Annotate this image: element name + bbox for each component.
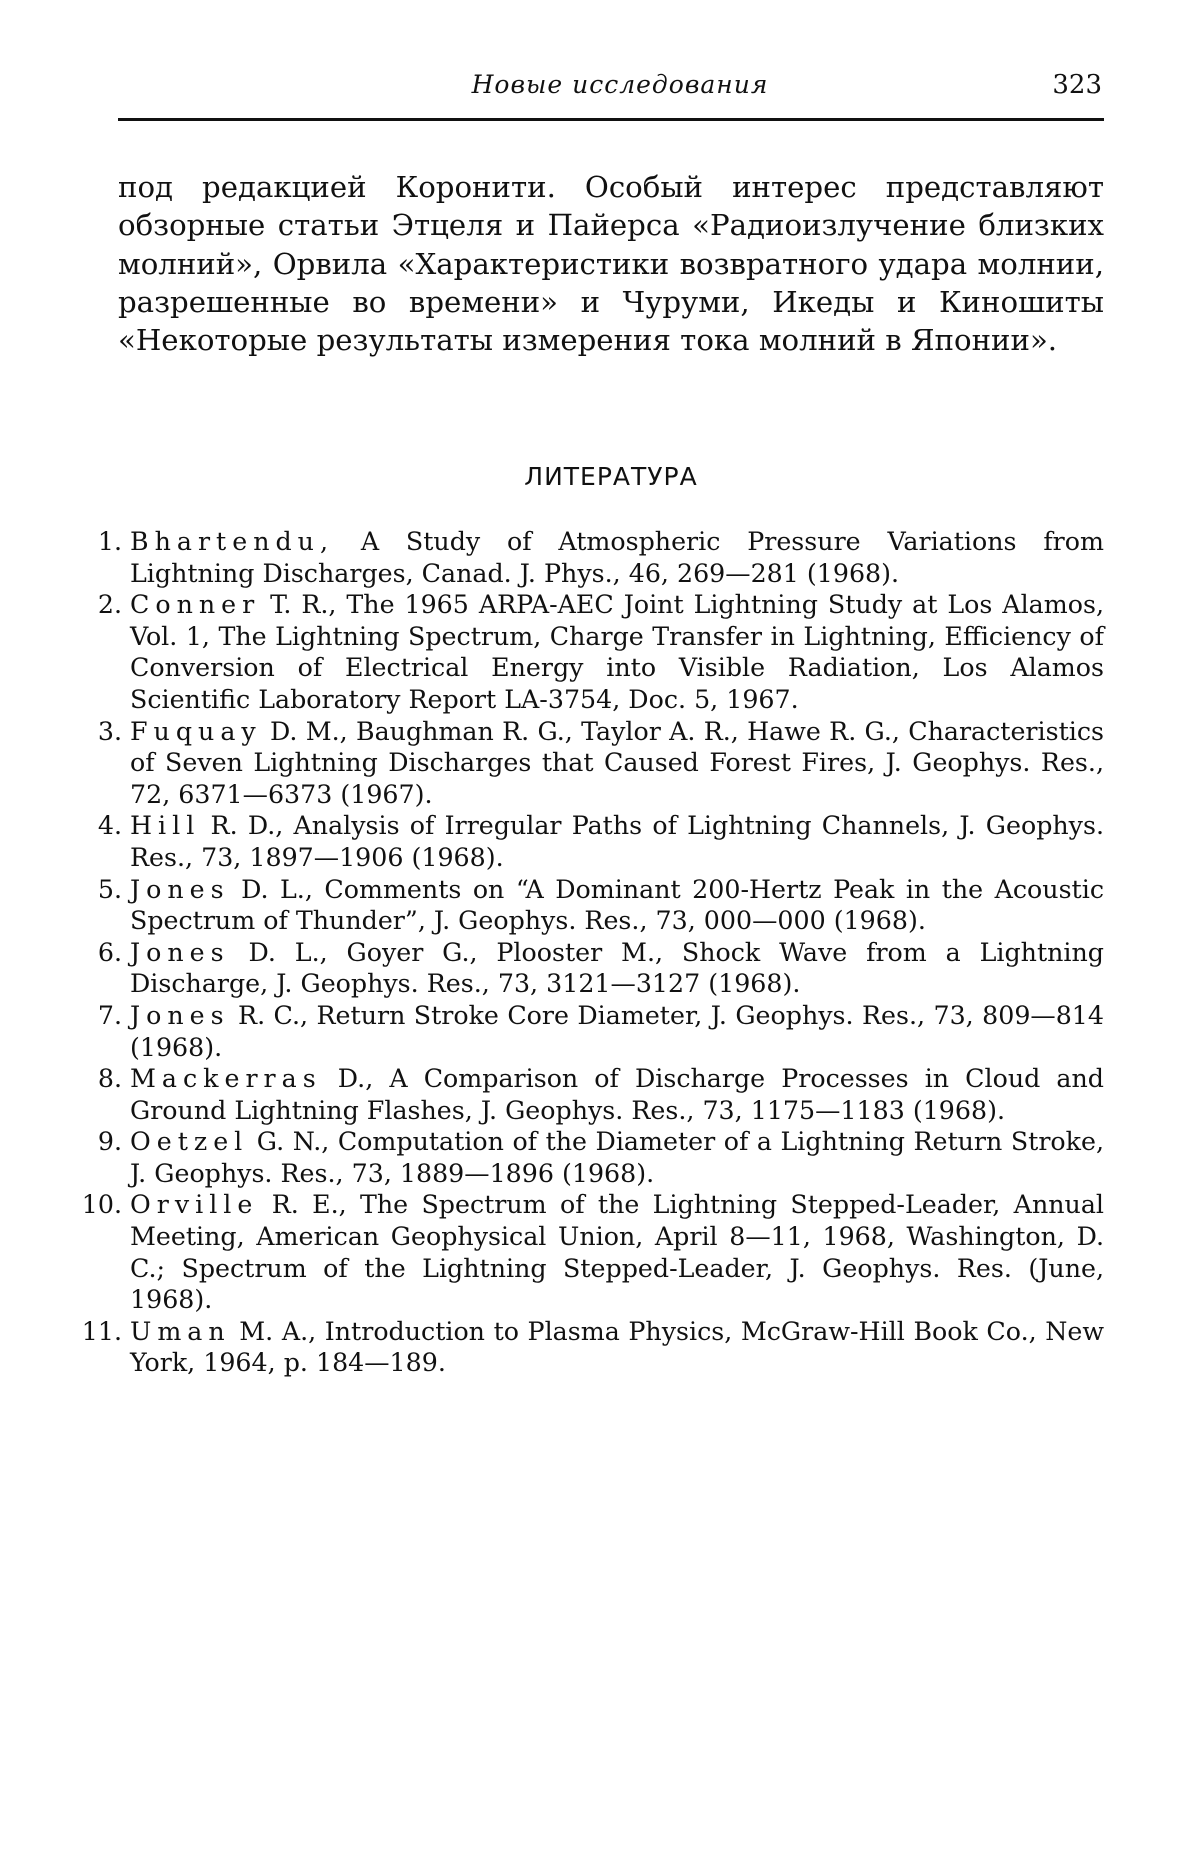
reference-body: R. E., The Spectrum of the Lightning Stepped-Leader, Annual Meeting, American Geophysical Union, April 8—11, 1968, Washington, D. C.; Spectrum of the Lightning Stepped-Leader, J. Geophys. Res. (June, 1968).	[130, 1190, 1104, 1314]
reference-author: Orville	[130, 1190, 258, 1219]
reference-body: D. L., Goyer G., Plooster M., Shock Wave from a Lightning Discharge, J. Geophys. Res., 73, 3121—3127 (1968).	[130, 938, 1104, 999]
reference-text	[130, 1000, 1104, 1063]
reference-text	[130, 810, 1104, 873]
reference-text	[130, 937, 1104, 1000]
reference-author: Bhartendu,	[130, 527, 334, 556]
running-header	[138, 70, 1102, 110]
reference-author: Oetzel	[130, 1127, 248, 1156]
reference-body: G. N., Computation of the Diameter of a Lightning Return Stroke, J. Geophys. Res., 73, 1889—1896 (1968).	[130, 1127, 1104, 1188]
reference-text	[130, 589, 1104, 715]
reference-text	[130, 1126, 1104, 1189]
reference-item	[66, 874, 1104, 937]
reference-body: R. D., Analysis of Irregular Paths of Lightning Channels, J. Geophys. Res., 73, 1897—1906 (1968).	[130, 811, 1104, 872]
reference-item	[66, 810, 1104, 873]
reference-author: Jones	[130, 875, 230, 904]
reference-author: Uman	[130, 1317, 231, 1346]
reference-author: Hill	[130, 811, 200, 840]
references-heading: ЛИТЕРАТУРА	[118, 462, 1104, 491]
reference-author: Conner	[130, 590, 260, 619]
page-number: 323	[1052, 70, 1102, 100]
references-list	[66, 526, 1104, 1379]
reference-number: 11.	[66, 1316, 130, 1379]
reference-item	[66, 1000, 1104, 1063]
running-title: Новые исследования	[138, 70, 1102, 99]
intro-paragraph: под редакцией Коронити. Особый интерес представляют обзорные статьи Этцеля и Пайерса «Радиоизлучение близких молний», Орвила «Характеристики возвратного удара молнии, разрешенные во времени» и Чуруми, Икеды и Киношиты «Некоторые результаты измерения тока молний в Японии».	[118, 168, 1104, 359]
reference-text	[130, 716, 1104, 811]
reference-item	[66, 716, 1104, 811]
reference-text	[130, 874, 1104, 937]
reference-text	[130, 526, 1104, 589]
reference-body: D. M., Baughman R. G., Taylor A. R., Hawe R. G., Characteristics of Seven Lightning Discharges that Caused Forest Fires, J. Geophys. Res., 72, 6371—6373 (1967).	[130, 717, 1104, 809]
header-rule	[118, 118, 1104, 121]
reference-item	[66, 589, 1104, 715]
reference-number: 8.	[66, 1063, 130, 1126]
reference-number: 9.	[66, 1126, 130, 1189]
reference-body: A Study of Atmospheric Pressure Variations from Lightning Discharges, Canad. J. Phys., 46, 269—281 (1968).	[130, 527, 1104, 588]
reference-number: 7.	[66, 1000, 130, 1063]
reference-author: Mackerras	[130, 1064, 322, 1093]
reference-body: T. R., The 1965 ARPA-AEC Joint Lightning Study at Los Alamos, Vol. 1, The Lightning Spectrum, Charge Transfer in Lightning, Efficiency of Conversion of Electrical Energy into Visible Radiation, Los Alamos Scientific Laboratory Report LA-3754, Doc. 5, 1967.	[130, 590, 1104, 714]
reference-text	[130, 1316, 1104, 1379]
reference-item	[66, 1316, 1104, 1379]
reference-author: Jones	[130, 938, 230, 967]
reference-number: 1.	[66, 526, 130, 589]
reference-number: 4.	[66, 810, 130, 873]
reference-body: M. A., Introduction to Plasma Physics, McGraw-Hill Book Co., New York, 1964, p. 184—189.	[130, 1317, 1104, 1378]
reference-number: 6.	[66, 937, 130, 1000]
reference-item	[66, 937, 1104, 1000]
reference-number: 2.	[66, 589, 130, 715]
reference-number: 10.	[66, 1189, 130, 1315]
reference-body: R. C., Return Stroke Core Diameter, J. Geophys. Res., 73, 809—814 (1968).	[130, 1001, 1104, 1062]
reference-text	[130, 1063, 1104, 1126]
reference-item	[66, 1063, 1104, 1126]
reference-number: 3.	[66, 716, 130, 811]
reference-author: Fuquay	[130, 717, 262, 746]
reference-body: D., A Comparison of Discharge Processes in Cloud and Ground Lightning Flashes, J. Geophys. Res., 73, 1175—1183 (1968).	[130, 1064, 1104, 1125]
reference-body: D. L., Comments on “A Dominant 200-Hertz Peak in the Acoustic Spectrum of Thunder”, J. Geophys. Res., 73, 000—000 (1968).	[130, 875, 1104, 936]
reference-text	[130, 1189, 1104, 1315]
reference-item	[66, 526, 1104, 589]
reference-item	[66, 1189, 1104, 1315]
reference-number: 5.	[66, 874, 130, 937]
reference-author: Jones	[130, 1001, 230, 1030]
reference-item	[66, 1126, 1104, 1189]
